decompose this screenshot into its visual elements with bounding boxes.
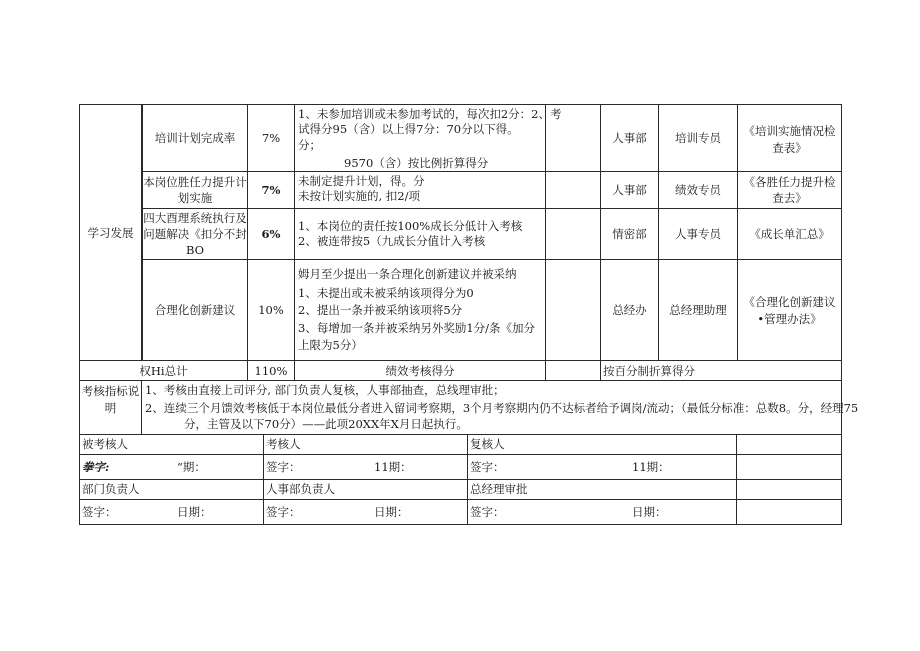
sig-cell (467, 454, 737, 480)
date-label: 日期： (632, 505, 667, 519)
weight-value: 10% (258, 303, 284, 317)
blank-cell (545, 171, 601, 209)
notes-line: 2、连续三个月馈效考核低于本岗位最低分者进入留词考察期，3个月考察期内仍不达标者给予调岗/流动；（最低分标准：总数8。分，经理75 (145, 401, 859, 415)
sig-header-reviewer: 复核人 (470, 437, 505, 451)
sig-header-examiner: 考核人 (266, 437, 301, 451)
blank-cell (545, 360, 601, 381)
score-label: 绩效考核得分 (385, 364, 455, 378)
criteria-line: 未制定提升计划，得。分 (298, 174, 425, 188)
sig-header-hr-head: 人事部负责人 (266, 482, 335, 496)
weight-value: 7% (261, 183, 281, 197)
sig-cell (736, 434, 842, 455)
signature-label: 签字： (266, 460, 301, 474)
sig-header-gm-approval: 总经理审批 (470, 482, 528, 496)
criteria-line: 2、被连带按5（九成长分值计入考核 (298, 234, 486, 248)
date-label: 日期： (374, 505, 409, 519)
notes-line: 分，主管及以下70分）——此项20XX年X月日起执行。 (184, 417, 468, 431)
role-value: 人事专员 (675, 227, 721, 241)
criteria-line: 2、提出一条并被采纳该项将5分 (298, 303, 463, 317)
source-line: 查表》 (772, 141, 807, 155)
sig-cell (467, 499, 737, 525)
total-weight: 110% (254, 364, 288, 378)
dept-value: 情密部 (612, 227, 647, 241)
notes-line: 1、考核由直接上司评分, 部门负责人复核，人事部抽查，总线理审批； (145, 383, 505, 397)
weight-value: 6% (261, 227, 281, 241)
sig-cell (467, 434, 737, 455)
weight-value: 7% (261, 131, 281, 145)
source-line: 查去》 (772, 191, 807, 205)
dept-value: 人事部 (612, 183, 647, 197)
criteria-line: 姆月至少提出一条合理化创新建议并被采纳 (298, 267, 517, 281)
signature-label: 签字： (470, 505, 505, 519)
role-value: 培训专员 (675, 131, 721, 145)
source-line: •管理办法》 (757, 312, 822, 326)
total-label: 权Hi总计 (139, 364, 188, 378)
indicator-label: 合理化创新建议 (154, 303, 236, 317)
notes-label-line: 明 (104, 401, 117, 415)
section-label: 学习发展 (87, 226, 134, 240)
percent-label: 按百分制折算得分 (603, 364, 695, 378)
sig-header-dept-head: 部门负责人 (82, 482, 140, 496)
indicator-line: 四大酉理系统执行及 (143, 211, 247, 225)
source-line: 《成长单汇总》 (749, 227, 830, 241)
criteria-line: 9570（含）按比例折算得分 (344, 156, 489, 170)
notes-label-line: 考核指标说 (81, 384, 140, 398)
indicator-label: 培训计划完成率 (154, 131, 236, 145)
dept-value: 总经办 (612, 303, 647, 317)
indicator-line: 划实施 (177, 191, 213, 205)
criteria-line: 试得分95（含）以上得7分：70分以下得。 (298, 122, 519, 136)
indicator-line: 问题解决《扣分不封 (143, 227, 247, 241)
indicator-line: 本岗位胜任力提升计 (143, 175, 247, 189)
date-label: 日期： (177, 505, 212, 519)
signature-label: 拳字: (82, 460, 110, 474)
criteria-line: 上限为5分） (298, 338, 363, 352)
blank-cell (545, 208, 601, 260)
criteria-line: 分； (298, 138, 321, 152)
signature-label: 签字： (82, 505, 117, 519)
indicator-line: BO (185, 243, 205, 257)
sig-cell (736, 479, 842, 500)
signature-label: 签字： (470, 460, 505, 474)
source-line: 《培训实施情况检 (743, 124, 836, 138)
role-value: 绩效专员 (675, 183, 721, 197)
sig-cell (736, 454, 842, 480)
blank-cell (545, 259, 601, 361)
criteria-line: 未按计划实施的, 扣2/项 (298, 189, 421, 203)
criteria-line: 1、未提出或未被采纳该项得分为0 (298, 286, 474, 300)
criteria-line: 1、未参加培训或未参加考试的，每次扣2分：2、考 (298, 107, 562, 121)
sig-cell (736, 499, 842, 525)
dept-value: 人事部 (612, 131, 647, 145)
date-label: 11期： (632, 460, 670, 474)
source-cell (737, 259, 842, 361)
criteria-line: 3、每增加一条并被采纳另外奖励1分/条《加分 (298, 321, 536, 335)
date-label: “期： (177, 460, 206, 474)
signature-label: 签字： (266, 505, 301, 519)
criteria-line: 1、本岗位的责任按100%成长分低计入考核 (298, 219, 523, 233)
sig-header-examinee: 被考核人 (82, 437, 128, 451)
source-line: 《各胜任力提升检 (743, 175, 836, 189)
role-value: 总经理助理 (669, 303, 727, 317)
date-label: 11期： (374, 460, 412, 474)
source-line: 《合理化创新建议 (743, 295, 836, 309)
